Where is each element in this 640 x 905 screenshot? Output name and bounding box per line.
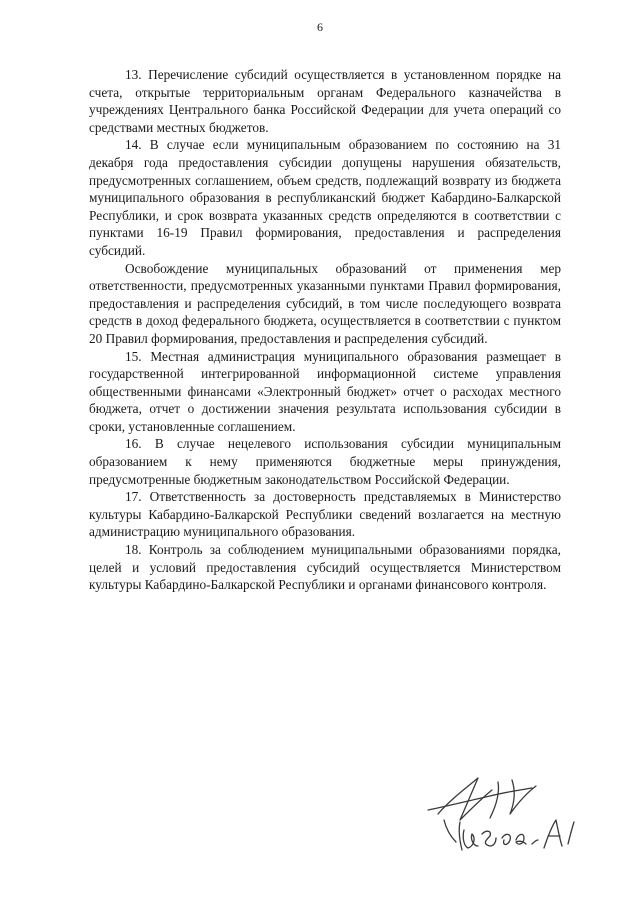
paragraph-15: 15. Местная администрация муниципального образования размещает в государственной интегрированной информационной системе управления общественными финансами «Электронный бюджет» отчет о расходах местного бюджета, отчет о достижении значения результата использования субсидии в сроки, установленные соглашением. <box>89 348 561 434</box>
handwritten-signature <box>420 770 590 860</box>
signature-drawing <box>420 770 590 860</box>
paragraph-16: 16. В случае нецелевого использования субсидии муниципальным образованием к нему применяются бюджетные меры принуждения, предусмотренные бюджетным законодательством Российской Федерации. <box>89 436 561 487</box>
paragraph-18: 18. Контроль за соблюдением муниципальными образованиями порядка, целей и условий предоставления субсидий осуществляется Министерством культуры Кабардино-Балкарской Республики и органами финансового контроля. <box>89 542 561 593</box>
paragraph-14-exemption: Освобождение муниципальных образований от применения мер ответственности, предусмотренных указанными пунктами Правил формирования, предоставления и распределения субсидий, в том числе последующего возврата средств в доход федерального бюджета, осуществляется в соответствии с пунктом 20 Правил формирования, предоставления и распределения субсидий. <box>89 260 561 346</box>
page-number: 6 <box>317 20 323 34</box>
paragraph-17: 17. Ответственность за достоверность представляемых в Министерство культуры Кабардино-Балкарской Республики сведений возлагается на местную администрацию муниципального образования. <box>89 489 561 540</box>
paragraph-14: 14. В случае если муниципальным образованием по состоянию на 31 декабря года предоставления субсидии допущены нарушения обязательств, предусмотренных соглашением, объем средств, подлежащий возврату из бюджета муниципального образования в республиканский бюджет Кабардино-Балкарской Республики, и срок возврата указанных средств определяются в соответствии с пунктами 16-19 Правил формирования, предоставления и распределения субсидий. <box>89 137 561 258</box>
paragraph-13: 13. Перечисление субсидий осуществляется в установленном порядке на счета, открытые территориальным органам Федерального казначейства в учреждениях Центрального банка Российской Федерации для учета операций со средствами местных бюджетов. <box>89 67 561 135</box>
document-body <box>89 66 561 594</box>
